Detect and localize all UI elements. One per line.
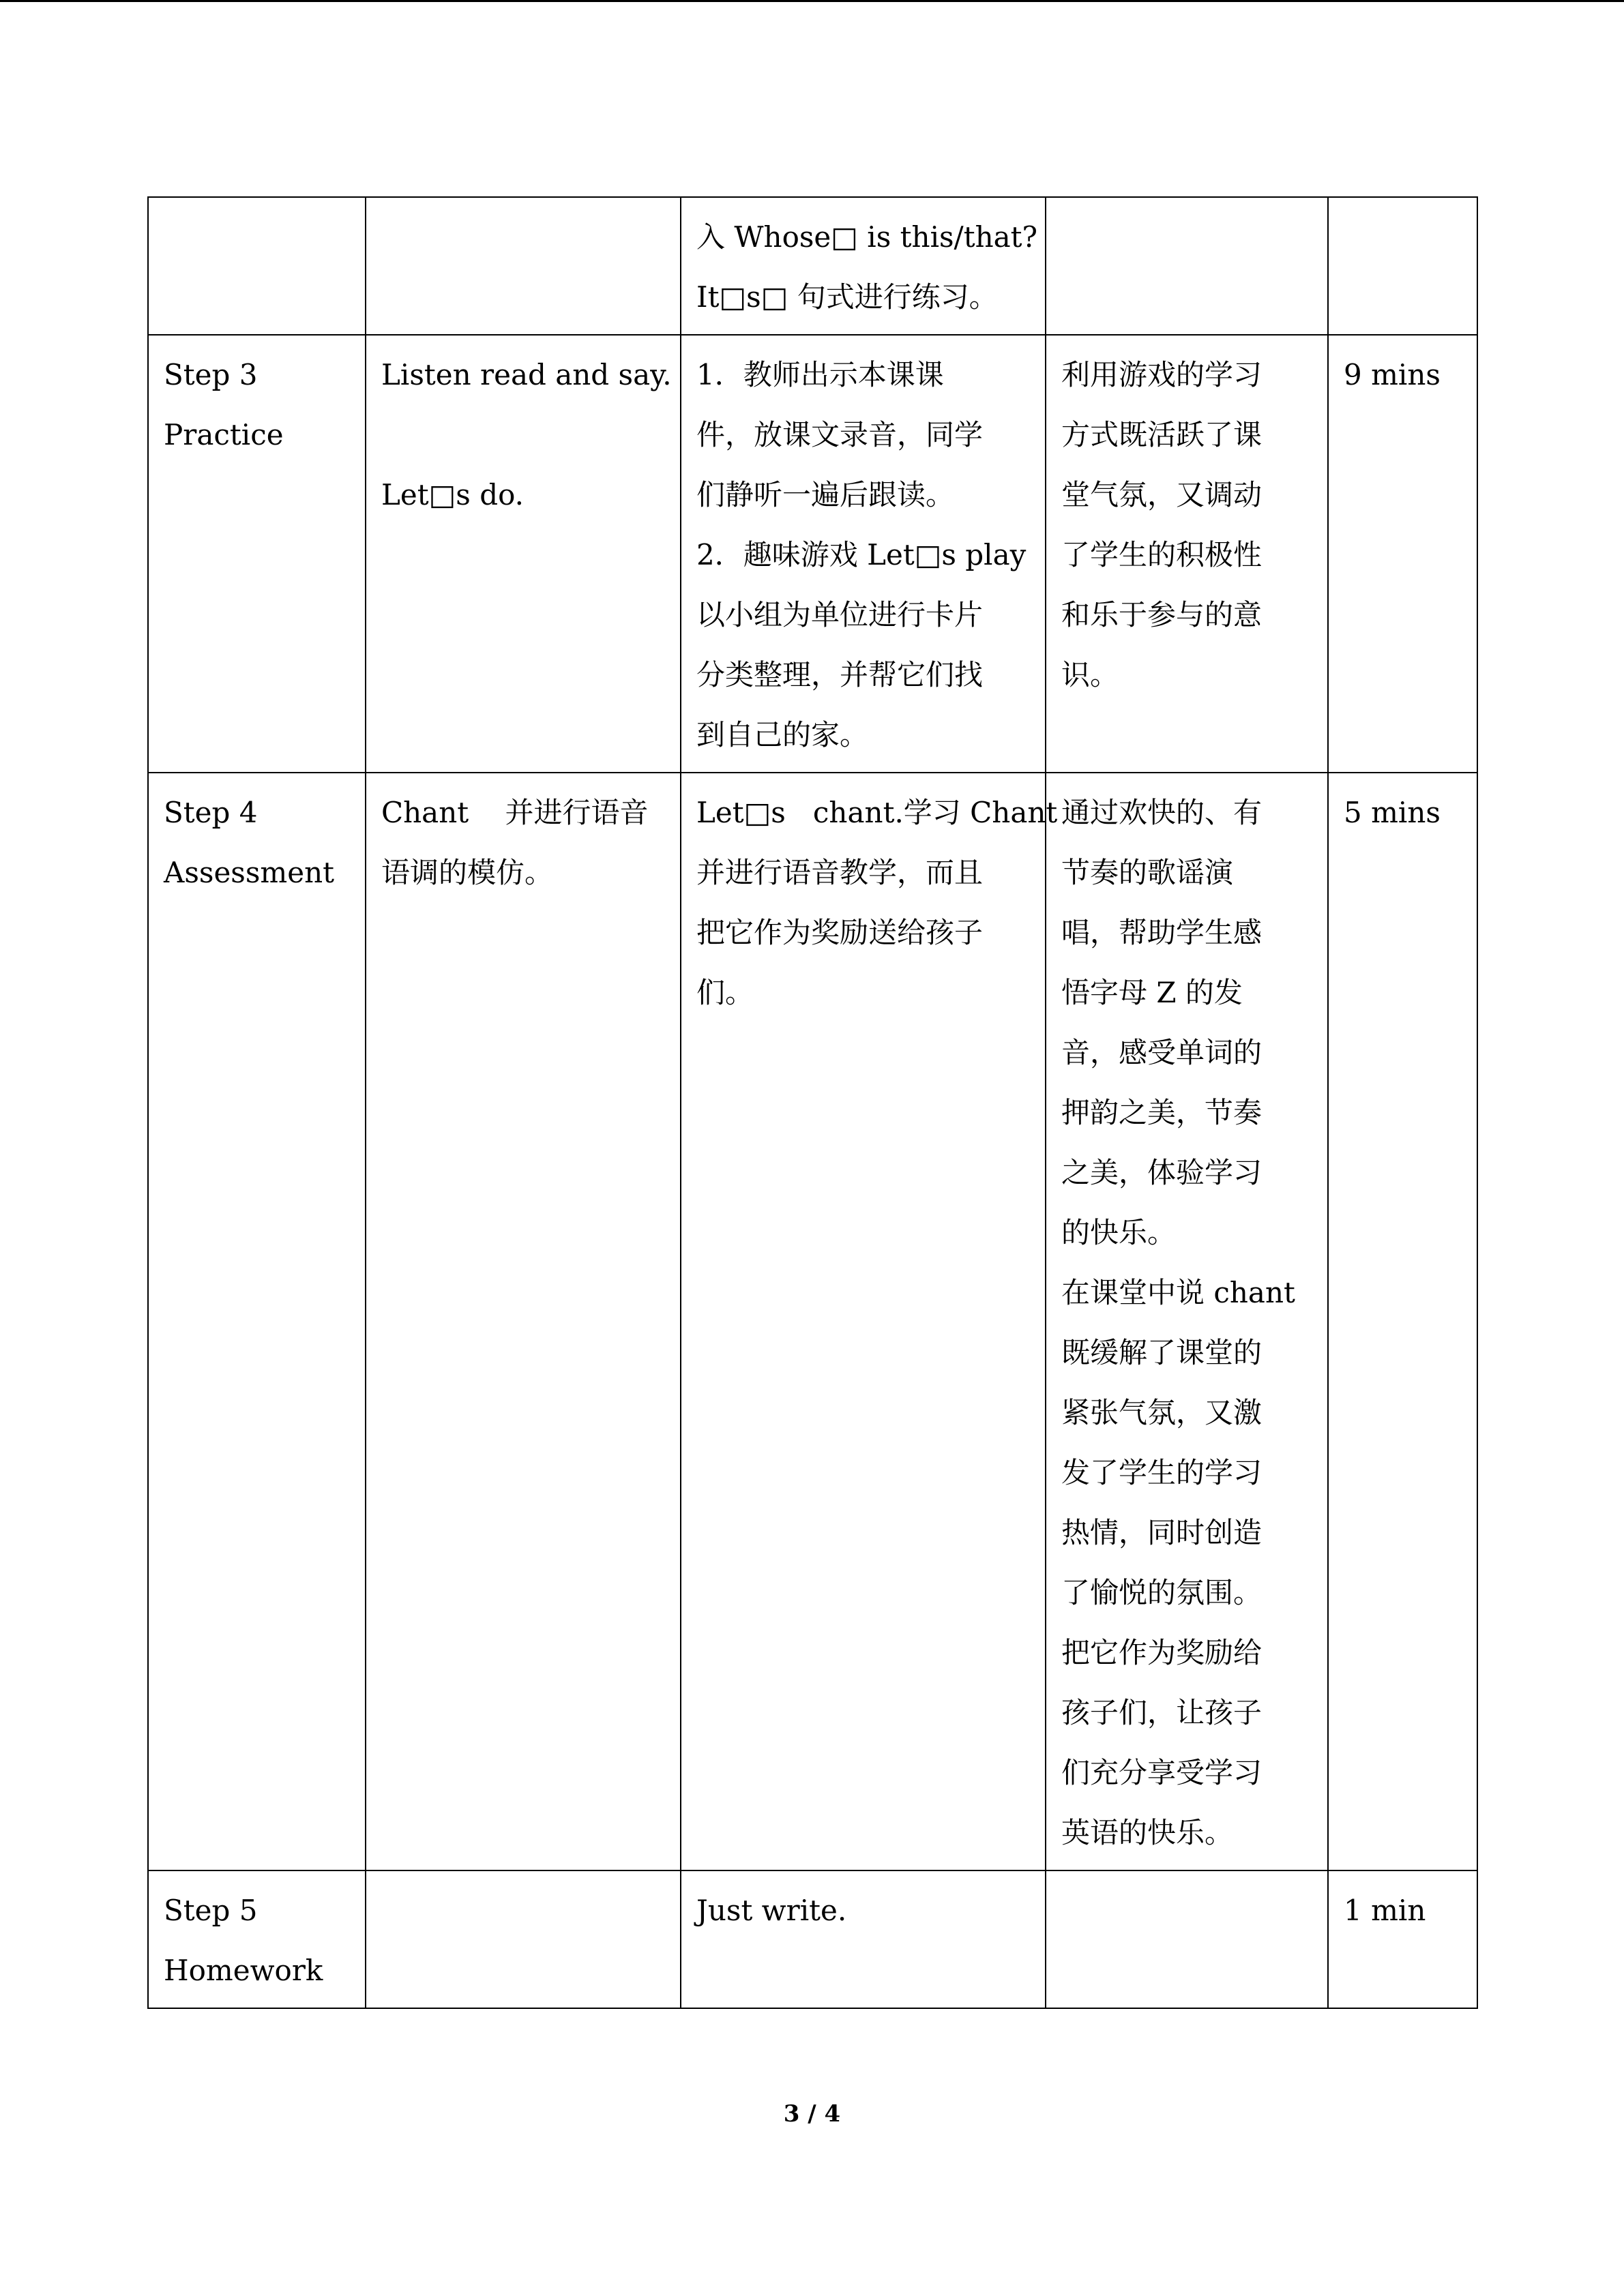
process-line: 1．教师出示本课课 bbox=[696, 358, 944, 391]
purpose-line: 音，感受单词的 bbox=[1061, 1036, 1263, 1069]
time-cell bbox=[1328, 197, 1477, 335]
purpose-cell bbox=[1046, 773, 1328, 1870]
purpose-line: 了愉悦的氛围。 bbox=[1061, 1576, 1263, 1609]
process-line: Let□s chant.学习 Chant bbox=[696, 796, 1058, 829]
time-cell bbox=[1328, 773, 1477, 1870]
process-line: 到自己的家。 bbox=[696, 718, 869, 751]
activity-line: 语调的模仿。 bbox=[381, 856, 554, 889]
step-title: Practice bbox=[164, 418, 284, 451]
step-number: Step 4 bbox=[164, 796, 258, 829]
activity-cell bbox=[366, 1870, 681, 2008]
purpose-line: 在课堂中说 chant bbox=[1061, 1276, 1295, 1309]
process-line: 2．趣味游戏 Let□s play bbox=[696, 538, 1027, 571]
purpose-line: 唱，帮助学生感 bbox=[1061, 916, 1263, 949]
activity-line: Let□s do. bbox=[381, 478, 524, 511]
process-cell bbox=[681, 1870, 1046, 2008]
process-line: 分类整理，并帮它们找 bbox=[696, 658, 984, 691]
process-line: 并进行语音教学，而且 bbox=[696, 856, 984, 889]
process-line: 们静听一遍后跟读。 bbox=[696, 478, 955, 511]
step-cell bbox=[148, 335, 366, 773]
process-cell bbox=[681, 335, 1046, 773]
purpose-line: 和乐于参与的意 bbox=[1061, 598, 1263, 631]
purpose-line: 悟字母 Z 的发 bbox=[1061, 976, 1243, 1009]
time-cell bbox=[1328, 1870, 1477, 2008]
process-line: 以小组为单位进行卡片 bbox=[696, 598, 984, 631]
time-value: 1 min bbox=[1344, 1894, 1426, 1927]
purpose-line: 孩子们，让孩子 bbox=[1061, 1696, 1263, 1729]
table-row bbox=[148, 773, 1477, 1870]
activity-line: Listen read and say. bbox=[381, 358, 672, 391]
purpose-line: 们充分享受学习 bbox=[1061, 1756, 1263, 1789]
purpose-line: 利用游戏的学习 bbox=[1061, 358, 1263, 391]
purpose-line: 把它作为奖励给 bbox=[1061, 1636, 1263, 1669]
purpose-cell bbox=[1046, 335, 1328, 773]
process-line: 把它作为奖励送给孩子 bbox=[696, 916, 984, 949]
process-cell bbox=[681, 197, 1046, 335]
table-row bbox=[148, 197, 1477, 335]
process-line: 件，放课文录音，同学 bbox=[696, 418, 984, 451]
step-cell bbox=[148, 1870, 366, 2008]
step-number: Step 3 bbox=[164, 358, 258, 391]
process-line: It□s□ 句式进行练习。 bbox=[696, 280, 998, 314]
step-cell bbox=[148, 773, 366, 1870]
purpose-line: 了学生的积极性 bbox=[1061, 538, 1263, 571]
purpose-cell bbox=[1046, 197, 1328, 335]
activity-cell bbox=[366, 773, 681, 1870]
step-number: Step 5 bbox=[164, 1894, 258, 1927]
purpose-line: 通过欢快的、有 bbox=[1061, 796, 1263, 829]
process-line: 们。 bbox=[696, 976, 754, 1009]
purpose-line: 既缓解了课堂的 bbox=[1061, 1336, 1263, 1369]
step-title: Assessment bbox=[164, 856, 335, 889]
purpose-line: 之美，体验学习 bbox=[1061, 1156, 1263, 1189]
table-row bbox=[148, 1870, 1477, 2008]
purpose-line: 的快乐。 bbox=[1061, 1216, 1177, 1249]
process-line: Just write. bbox=[696, 1894, 847, 1927]
purpose-line: 押韵之美，节奏 bbox=[1061, 1096, 1263, 1129]
purpose-line: 发了学生的学习 bbox=[1061, 1456, 1263, 1489]
purpose-line: 堂气氛，又调动 bbox=[1061, 478, 1263, 511]
purpose-line: 识。 bbox=[1061, 658, 1119, 691]
table-row bbox=[148, 335, 1477, 773]
process-line: 入 Whose□ is this/that? bbox=[696, 220, 1038, 254]
purpose-line: 热情，同时创造 bbox=[1061, 1516, 1263, 1549]
time-cell bbox=[1328, 335, 1477, 773]
purpose-line: 节奏的歌谣演 bbox=[1061, 856, 1234, 889]
lesson-plan-table bbox=[147, 196, 1478, 2009]
purpose-line: 紧张气氛，又激 bbox=[1061, 1396, 1263, 1429]
purpose-cell bbox=[1046, 1870, 1328, 2008]
time-value: 5 mins bbox=[1344, 796, 1441, 829]
activity-cell bbox=[366, 335, 681, 773]
purpose-line: 英语的快乐。 bbox=[1061, 1816, 1234, 1849]
step-title: Homework bbox=[164, 1954, 323, 1987]
top-border-line bbox=[0, 0, 1624, 2]
purpose-line: 方式既活跃了课 bbox=[1061, 418, 1263, 451]
activity-cell bbox=[366, 197, 681, 335]
step-cell bbox=[148, 197, 366, 335]
activity-line: Chant 并进行语音 bbox=[381, 796, 649, 829]
time-value: 9 mins bbox=[1344, 358, 1441, 391]
page-number: 3 / 4 bbox=[783, 2100, 841, 2128]
process-cell bbox=[681, 773, 1058, 1870]
